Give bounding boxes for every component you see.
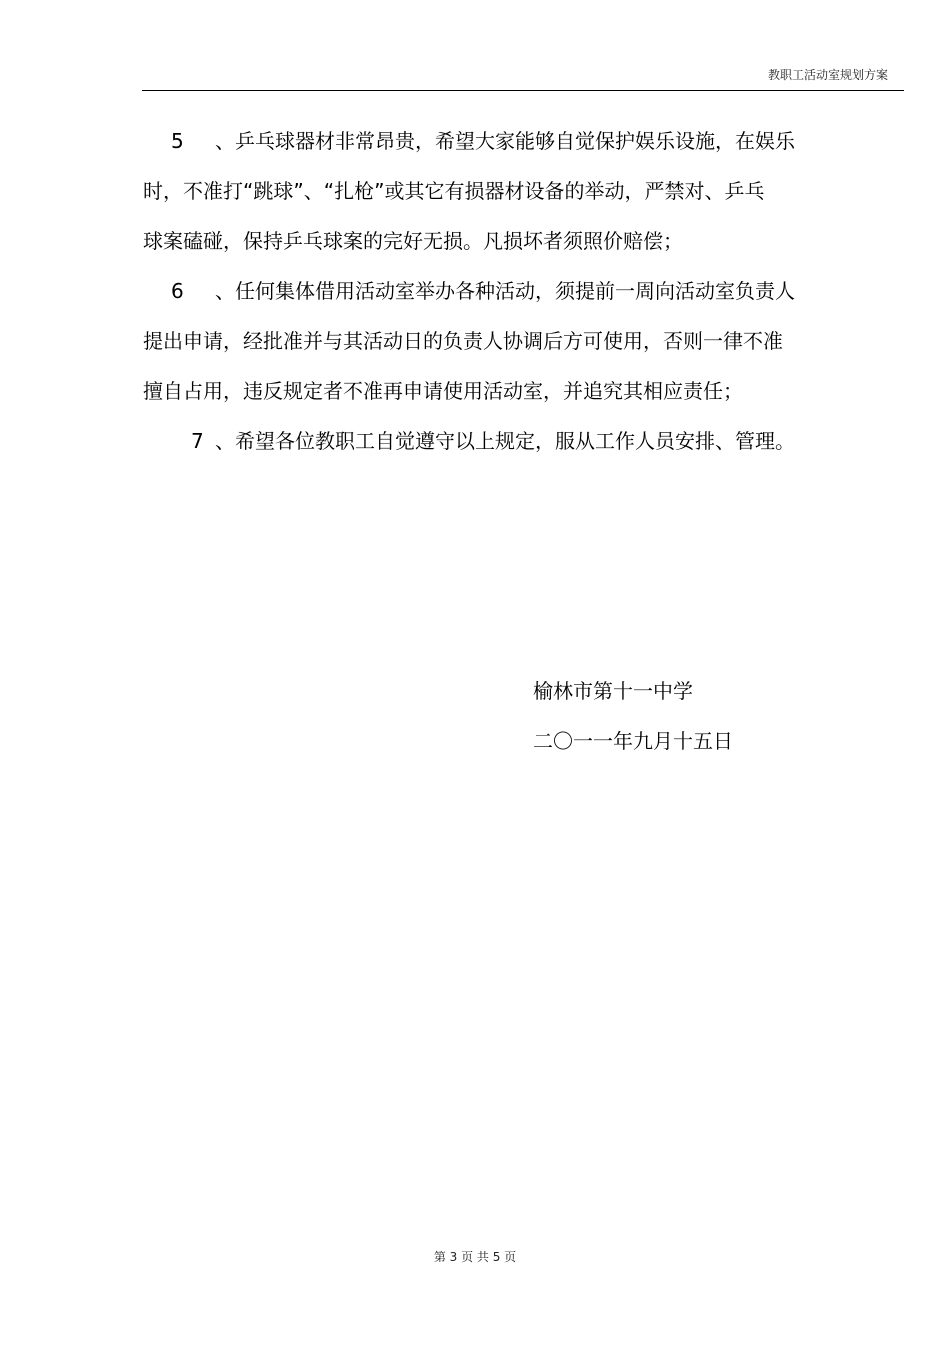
rule-5-line-3: 球案磕碰，保持乒乓球案的完好无损。凡损坏者须照价赔偿； — [143, 229, 683, 253]
rule-6-number: 6 — [171, 279, 184, 303]
rule-6-text-1: 、任何集体借用活动室举办各种活动，须提前一周向活动室负责人 — [215, 279, 795, 303]
rule-6-line-3: 擅自占用，违反规定者不准再申请使用活动室，并追究其相应责任； — [143, 379, 743, 403]
rule-6-line-2: 提出申请，经批准并与其活动日的负责人协调后方可使用，否则一律不准 — [143, 329, 783, 353]
rule-5-line-2: 时，不准打“跳球”、“扎枪”或其它有损器材设备的举动，严禁对、乒乓 — [143, 179, 765, 203]
document-title: 教职工活动室规划方案 — [767, 68, 888, 82]
rule-7-number: 7 — [191, 429, 204, 453]
signature-organization: 榆林市第十一中学 — [533, 679, 693, 703]
signature-date: 二〇一一年九月十五日 — [533, 729, 733, 753]
page-footer: 第 3 页 共 5 页 — [433, 1250, 517, 1264]
rule-7-text-1: 、希望各位教职工自觉遵守以上规定，服从工作人员安排、管理。 — [215, 429, 795, 453]
rule-7-line-1 — [191, 427, 795, 455]
header-divider — [142, 90, 904, 91]
rule-5-line-1 — [171, 127, 795, 155]
rule-5-text-1: 、乒乓球器材非常昂贵，希望大家能够自觉保护娱乐设施，在娱乐 — [215, 129, 795, 153]
rule-5-number: 5 — [171, 129, 184, 153]
rule-6-line-1 — [171, 277, 795, 305]
